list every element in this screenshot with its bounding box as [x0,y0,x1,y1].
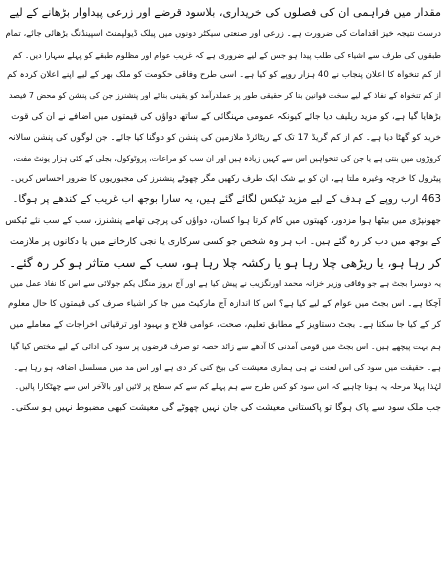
article-line-10: 463 ارب روپے کے ہدف کے لیے مزید ٹیکس لگائے گئے ہیں، یہ سارا بوجھ اب غریب کے کندھے پر ہوگا۔ [12,194,441,206]
article-line-5: از کم تنخواہ کے نفاذ کے لیے سخت قوانین بنا کر حقیقی طور پر عملدرآمد کو یقینی بنائے اور پنشنرز جن کی پنشن کو محض 7 فیصد [8,91,441,101]
article-line-11: جھونپڑی میں بیٹھا ہوا مزدور، کھیتوں میں کام کرتا ہوا کسان، دواؤں کی پرچی تھامے پنشنرز، سب کے سب نئے ٹیکس [5,215,441,226]
article-line-14: یہ دوسرا بجٹ ہے جو وفاقی وزیر خزانہ محمد اورنگزیب نے پیش کیا ہے اور آج بروز منگل یکم جولائی سے اس کا نفاذ عمل میں [10,278,441,289]
article-line-18: ہے۔ حقیقت میں سود کی اس لعنت نے ہی ہماری معیشت کی بیخ کنی کر دی ہے اور اس مد میں مسلسل اضافہ ہو رہا ہے۔ [13,361,441,372]
article-line-15: آچکا ہے۔ اس بجٹ میں عوام کے لیے کیا ہے؟ اس کا اندازہ آج مارکیٹ میں جا کر اشیاء صرف کی قیمتوں کا حال معلوم [8,299,441,310]
article-line-8: کروڑوں میں بنتی ہے یا جن کی تنخواہیں اس سے کہیں زیادہ ہیں اور ان سب کو مراعات، پروٹوکول، بجلی کے کئی ہزار یونٹ مفت، [13,153,441,163]
article-line-3: طبقوں کی طرف سے اشیاء کی طلب پیدا ہو جس کے لیے ضروری ہے کہ غریب عوام اور مظلوم طبقے کو پہلے سہارا دیں۔ کم [12,49,441,60]
article-line-13: کر رہا ہو، یا ریڑھی چلا رہا ہو یا رکشہ چلا رہا ہو، سب کے سب متاثر ہو کر رہ گئے۔ [9,255,441,270]
article-line-6: بڑھایا گیا ہے، کو مزید ریلیف دیا جائے کیونکہ عمومی مہنگائی کے ساتھ دواؤں کی قیمتوں میں اضافے نے ان کی قوت [11,111,441,122]
article-line-4: از کم تنخواہ کا اعلان پنجاب نے 40 ہزار روپے کو کیا ہے۔ اسی طرح وفاقی حکومت کو ملک بھر کے لیے اپنے اعلان کردہ کم [7,70,441,81]
article-line-17: ہم بہت پیچھے ہیں۔ اس بجٹ میں قومی آمدنی کا آدھے سے زائد حصہ تو صرف قرضوں پر سود کی ادائی کے لیے مختص کیا گیا [10,340,441,351]
article-line-19: لہٰذا پہلا مرحلہ یہ ہونا چاہیے کہ اس سود کو کس طرح سے ہم پہلے کم سے کم سطح پر لائیں اور بالآخر اس سے چھٹکارا پالیں۔ [14,382,441,392]
article-line-12: کے بوجھ میں دب کر رہ گئے ہیں۔ اب ہر وہ شخص جو کسی سرکاری یا نجی کارخانے میں یا دکانوں پر ملازمت [9,235,441,247]
article-line-2: درست نتیجہ خیز اقدامات کی ضرورت ہے۔ زرعی اور صنعتی سیکٹر دونوں میں پبلک ڈیولپمنٹ اسپینڈنگ بڑھائی جائے، تمام [5,28,441,39]
article-line-7: خرید کو گھٹا دیا ہے۔ کم از کم گریڈ 17 تک کے ریٹائرڈ ملازمین کی پنشن کو دوگنا کیا جائے۔ جن لوگوں کی پنشن سالانہ [8,132,441,143]
article-line-9: پیٹرول کا خرچہ وغیرہ ملتا ہے، ان کو بے شک ایک طرف رکھیں مگر چھوٹے پنشنرز کی مجبوریوں کا ضرور احساس کریں۔ [10,174,441,185]
article-line-16: کر کے کیا جا سکتا ہے۔ بجٹ دستاویز کے مطابق تعلیم، صحت، عوامی فلاح و بہبود اور ترقیاتی اخراجات کے معاملے میں [9,319,441,330]
article-line-1: مقدار میں فراہمی ان کی فصلوں کی خریداری، بلاسود قرضے اور زرعی پیداوار بڑھانے کے لیے [9,6,441,19]
article-line-20: جب ملک سود سے پاک ہوگا تو پاکستانی معیشت کی جان نہیں چھوٹے گی معیشت کبھی مضبوط نہیں ہو سکتی۔ [10,402,441,414]
